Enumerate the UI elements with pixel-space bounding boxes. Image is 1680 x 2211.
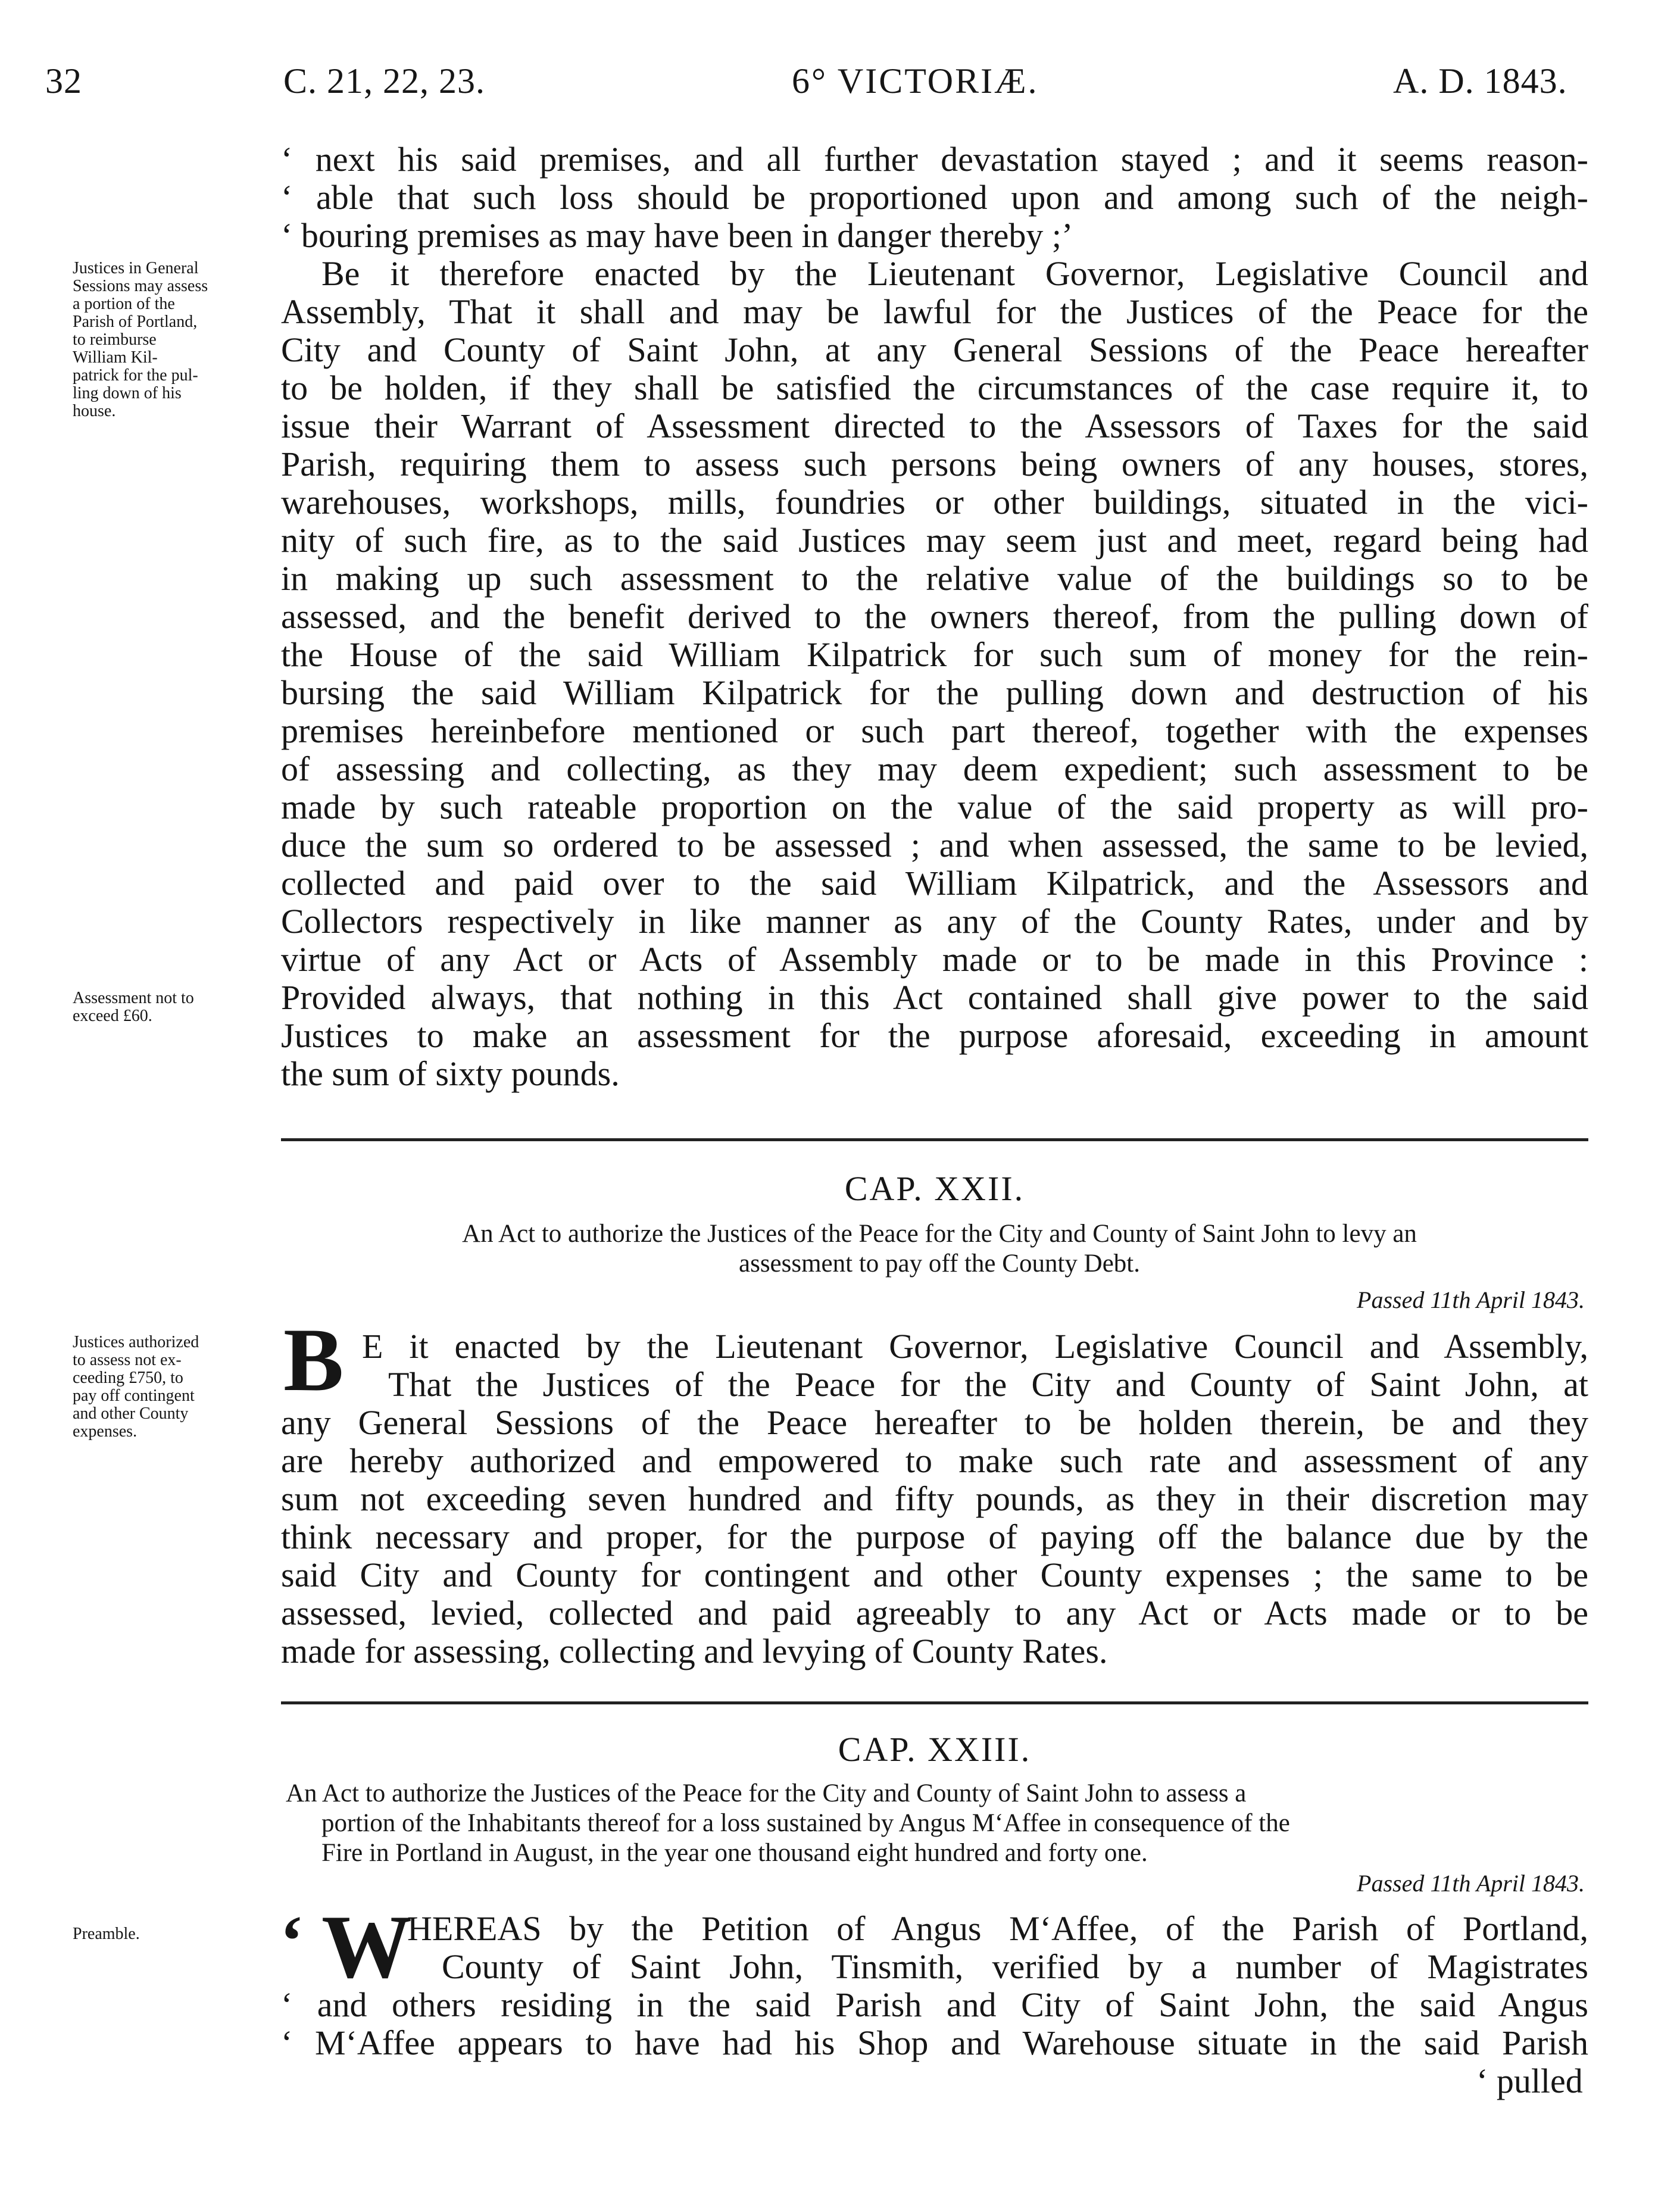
- body-line: ‘ next his said premises, and all further devastation stayed ; and it seems reason-: [281, 140, 1588, 179]
- body-line: are hereby authorized and empowered to make such rate and assessment of any: [281, 1441, 1588, 1480]
- body-line: ‘ M‘Affee appears to have had his Shop and Warehouse situate in the said Parish: [281, 2023, 1588, 2062]
- catchword: ‘ pulled: [1476, 2062, 1583, 2100]
- margin-note-line: expenses.: [73, 1422, 138, 1441]
- margin-note: [73, 1334, 275, 1441]
- body-line: Justices to make an assessment for the purpose aforesaid, exceeding in amount: [281, 1016, 1588, 1055]
- margin-note-line: patrick for the pul-: [73, 366, 198, 385]
- section-rule: [281, 1701, 1588, 1704]
- body-line: ‘ bouring premises as may have been in danger thereby ;’: [281, 216, 1073, 255]
- body-line: made by such rateable proportion on the value of the said property as will pro-: [281, 788, 1588, 826]
- passed-label: Passed: [1357, 1870, 1425, 1897]
- body-line: assessed, levied, collected and paid agreeably to any Act or Acts made or to be: [281, 1594, 1588, 1632]
- act-title-line: assessment to pay off the County Debt.: [739, 1250, 1140, 1278]
- margin-note-line: to reimburse: [73, 330, 157, 349]
- passed-date: 11th April 1843.: [1430, 1870, 1585, 1897]
- section-rule: [281, 1138, 1588, 1141]
- body-line: of assessing and collecting, as they may deem expedient; such assessment to be: [281, 750, 1588, 788]
- body-line: That the Justices of the Peace for the City and County of Saint John, at: [388, 1365, 1588, 1404]
- margin-note-line: ling down of his: [73, 384, 182, 402]
- body-line: Provided always, that nothing in this Act contained shall give power to the said: [281, 978, 1588, 1017]
- body-line: nity of such fire, as to the said Justices may seem just and meet, regard being had: [281, 521, 1588, 560]
- body-line: think necessary and proper, for the purpose of paying off the balance due by the: [281, 1517, 1588, 1556]
- cap-xxii-title: [286, 1219, 1593, 1279]
- act-title-line: portion of the Inhabitants thereof for a loss sustained by Angus M‘Affee in consequence of the: [321, 1809, 1290, 1837]
- running-chapters: C. 21, 22, 23.: [283, 61, 486, 101]
- margin-note-line: pay off contingent: [73, 1386, 195, 1405]
- body-line: to be holden, if they shall be satisfied the circumstances of the case require it, to: [281, 368, 1588, 407]
- page-number: 32: [45, 61, 82, 101]
- passed-date: 11th April 1843.: [1430, 1286, 1585, 1313]
- cap-xxiii-dropcap: W: [321, 1897, 412, 1997]
- body-line: assessed, and the benefit derived to the owners thereof, from the pulling down of: [281, 597, 1588, 636]
- body-line: issue their Warrant of Assessment directed to the Assessors of Taxes for the said: [281, 407, 1588, 445]
- act-title-line: An Act to authorize the Justices of the Peace for the City and County of Saint John to levy an: [462, 1220, 1417, 1248]
- cap-xxii-heading: CAP. XXII.: [844, 1169, 1025, 1208]
- margin-note-line: Justices authorized: [73, 1333, 199, 1351]
- cap-xxiii-passed: [1357, 1869, 1585, 1898]
- cap-xxiii-heading: CAP. XXIII.: [838, 1730, 1032, 1769]
- cap-xxii-passed: [1357, 1286, 1585, 1314]
- margin-note-line: Sessions may assess: [73, 277, 208, 295]
- body-line: ‘ and others residing in the said Parish and City of Saint John, the said Angus: [281, 1985, 1588, 2024]
- margin-note: [73, 989, 275, 1025]
- body-line: the sum of sixty pounds.: [281, 1054, 620, 1093]
- body-line: Parish, requiring them to assess such persons being owners of any houses, stores,: [281, 445, 1588, 483]
- body-line: virtue of any Act or Acts of Assembly made or to be made in this Province :: [281, 940, 1588, 979]
- body-line: made for assessing, collecting and levying of County Rates.: [281, 1632, 1108, 1670]
- margin-note-line: to assess not ex-: [73, 1351, 182, 1369]
- margin-note: [73, 1925, 275, 1943]
- margin-note-line: ceeding £750, to: [73, 1369, 183, 1387]
- body-line: collected and paid over to the said William Kilpatrick, and the Assessors and: [281, 864, 1588, 902]
- body-line: Collectors respectively in like manner as any of the County Rates, under and by: [281, 902, 1588, 941]
- body-line: City and County of Saint John, at any General Sessions of the Peace hereafter: [281, 330, 1588, 369]
- margin-note-line: Assessment not to: [73, 989, 194, 1007]
- margin-note: [73, 260, 275, 420]
- body-line: any General Sessions of the Peace hereafter to be holden therein, be and they: [281, 1403, 1588, 1442]
- body-line: in making up such assessment to the relative value of the buildings so to be: [281, 559, 1588, 598]
- cap-xxiii-open-quote: ‘: [280, 1901, 304, 1980]
- body-line: HEREAS by the Petition of Angus M‘Affee, of the Parish of Portland,: [407, 1909, 1588, 1948]
- body-line: Be it therefore enacted by the Lieutenant Governor, Legislative Council and: [321, 254, 1588, 293]
- body-line: the House of the said William Kilpatrick for such sum of money for the rein-: [281, 635, 1588, 674]
- body-line: warehouses, workshops, mills, foundries or other buildings, situated in the vici-: [281, 483, 1588, 521]
- margin-note-line: Parish of Portland,: [73, 313, 198, 331]
- body-line: bursing the said William Kilpatrick for the pulling down and destruction of his: [281, 673, 1588, 712]
- passed-label: Passed: [1357, 1286, 1425, 1313]
- margin-note-line: exceed £60.: [73, 1007, 152, 1025]
- cap-xxiii-title: [286, 1779, 1593, 1868]
- margin-note-line: Preamble.: [73, 1925, 140, 1943]
- body-line: duce the sum so ordered to be assessed ; and when assessed, the same to be levied,: [281, 826, 1588, 864]
- body-line: sum not exceeding seven hundred and fifty pounds, as they in their discretion may: [281, 1479, 1588, 1518]
- body-line: Assembly, That it shall and may be lawful for the Justices of the Peace for the: [281, 292, 1588, 331]
- margin-note-line: Justices in General: [73, 259, 199, 277]
- running-year: A. D. 1843.: [1393, 61, 1567, 101]
- act-title-line: An Act to authorize the Justices of the Peace for the City and County of Saint John to assess a: [286, 1779, 1247, 1807]
- margin-note-line: house.: [73, 402, 116, 420]
- running-title: 6° VICTORIÆ.: [792, 61, 1039, 101]
- body-line: County of Saint John, Tinsmith, verified by a number of Magistrates: [442, 1947, 1588, 1986]
- body-line: said City and County for contingent and other County expenses ; the same to be: [281, 1556, 1588, 1594]
- body-line: ‘ able that such loss should be proportioned upon and among such of the neigh-: [281, 178, 1588, 217]
- margin-note-line: a portion of the: [73, 295, 175, 313]
- body-line: E it enacted by the Lieutenant Governor, Legislative Council and Assembly,: [362, 1327, 1588, 1366]
- margin-note-line: William Kil-: [73, 348, 158, 367]
- cap-xxii-dropcap: B: [283, 1310, 344, 1410]
- margin-note-line: and other County: [73, 1404, 189, 1423]
- body-line: premises hereinbefore mentioned or such part thereof, together with the expenses: [281, 711, 1588, 750]
- act-title-line: Fire in Portland in August, in the year one thousand eight hundred and forty one.: [321, 1839, 1148, 1867]
